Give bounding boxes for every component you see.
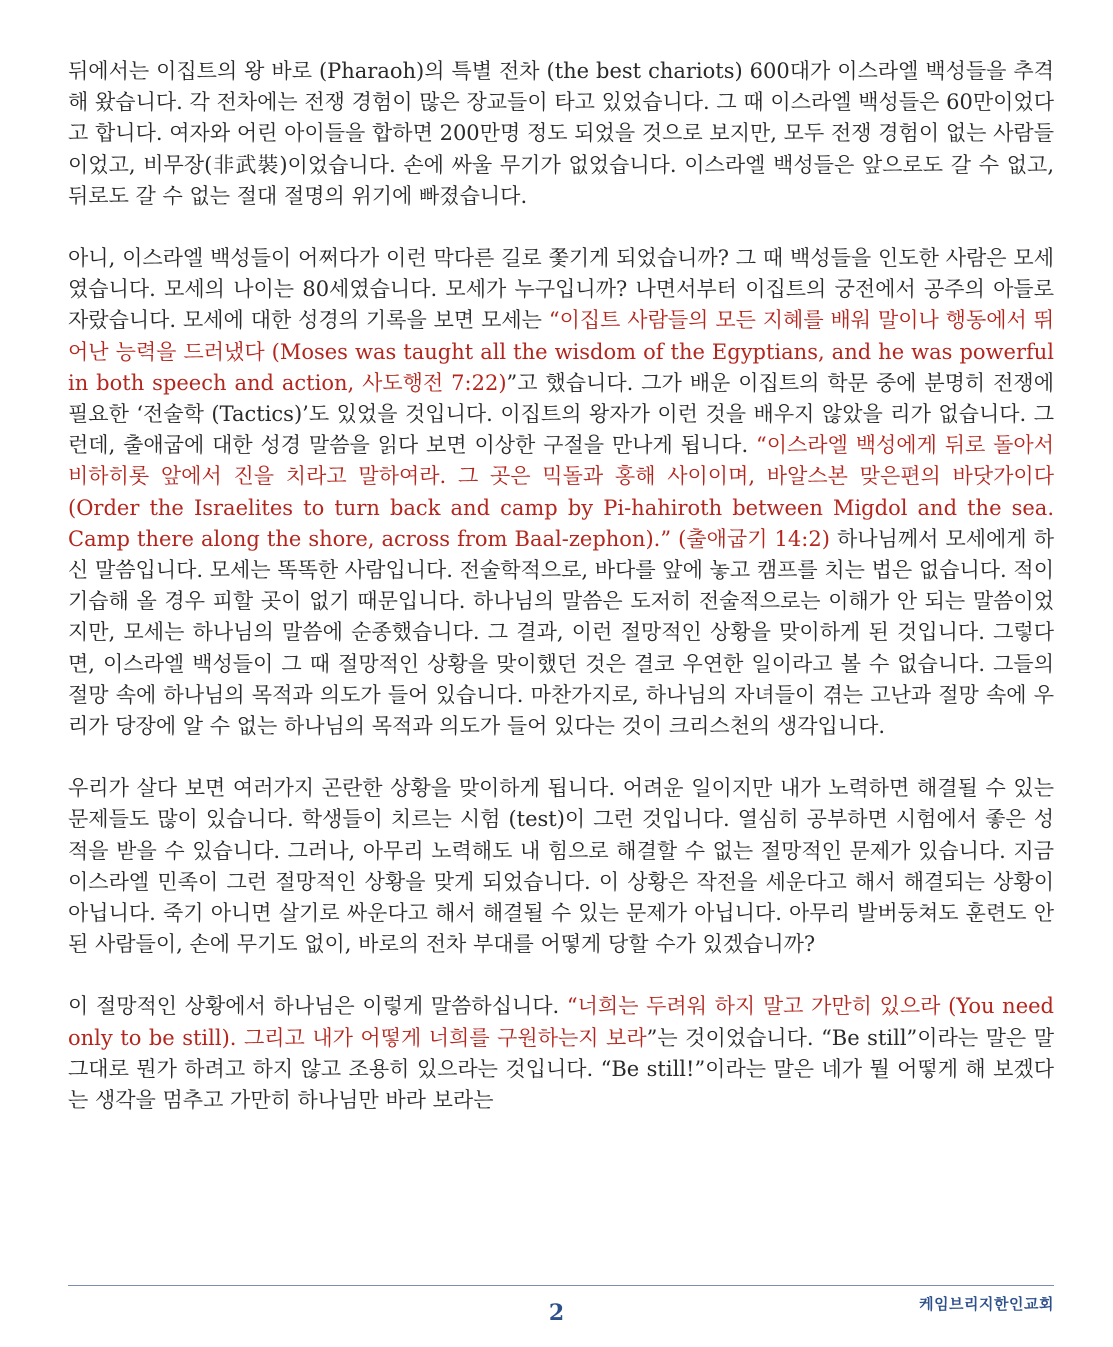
scripture-quote: “이집트 사람들의 모든 지혜를 배워 말이나 행동에서 뛰어난 능력을 드러냈다 (Moses was taught all the wisdom of the Egyptians, and he was powerful in both speech and action, 사도행전 7:22) — [68, 308, 1054, 395]
text-segment: 우리가 살다 보면 여러가지 곤란한 상황을 맞이하게 됩니다. 어려운 일이지만 내가 노력하면 해결될 수 있는 문제들도 많이 있습니다. 학생들이 치르는 시험 (test)이 그런 것입니다. 열심히 공부하면 시험에서 좋은 성적을 받을 수 있습니다. 그러나, 아무리 노력해도 내 힘으로 해결할 수 없는 절망적인 문제가 있습니다. 지금 이스라엘 민족이 그런 절망적인 상황을 맞게 되었습니다. 이 상황은 작전을 세운다고 해서 해결되는 상황이 아닙니다. 죽기 아니면 살기로 싸운다고 해서 해결될 수 있는 문제가 아닙니다. 아무리 발버둥쳐도 훈련도 안 된 사람들이, 손에 무기도 없이, 바로의 전차 부대를 어떻게 당할 수가 있겠습니까? — [68, 776, 1054, 957]
document-body — [68, 56, 1054, 1116]
paragraph-3 — [68, 773, 1054, 960]
text-segment: ”고 했습니다. 그가 배운 이집트의 학문 중에 분명히 전쟁에 필요한 ‘전술학 (Tactics)’도 있었을 것입니다. 이집트의 왕자가 이런 것을 배우지 않았을 리가 없습니다. 그런데, 출애굽에 대한 성경 말씀을 읽다 보면 이상한 구절을 만나게 됩니다. — [68, 370, 1055, 458]
text-segment: 뒤에서는 이집트의 왕 바로 (Pharaoh)의 특별 전차 (the best chariots) 600대가 이스라엘 백성들을 추격해 왔습니다. 각 전차에는 전쟁 경험이 많은 장교들이 타고 있었습니다. 그 때 이스라엘 백성들은 60만이었다고 합니다. 여자와 어린 아이들을 합하면 200만명 정도 되었을 것으로 보지만, 모두 전쟁 경험이 없는 사람들이었고, 비무장(非武裝)이었습니다. 손에 싸울 무기가 없었습니다. 이스라엘 백성들은 앞으로도 갈 수 없고, 뒤로도 갈 수 없는 절대 절명의 위기에 빠졌습니다. — [68, 59, 1054, 208]
text-segment: ”는 것이었습니다. “Be still”이라는 말은 말 그대로 뭔가 하려고 하지 않고 조용히 있으라는 것입니다. “Be still!”이라는 말은 네가 뭘 어떻게 해 보겠다는 생각을 멈추고 가만히 하나님만 바라 보라는 — [68, 1025, 1054, 1113]
paragraph-2 — [68, 243, 1054, 742]
scripture-quote: “너희는 두려워 하지 말고 가만히 있으라 (You need only to be still). 그리고 내가 어떻게 너희를 구원하는지 보라 — [68, 994, 1054, 1050]
paragraph-1 — [68, 56, 1054, 212]
paragraph-4 — [68, 991, 1054, 1116]
text-segment: 아니, 이스라엘 백성들이 어쩌다가 이런 막다른 길로 쫓기게 되었습니까? 그 때 백성들을 인도한 사람은 모세였습니다. 모세의 나이는 80세였습니다. 모세가 누구입니까? 나면서부터 이집트의 궁전에서 공주의 아들로 자랐습니다. 모세에 대한 성경의 기록을 보면 모세는 — [68, 246, 1054, 333]
footer-divider — [68, 1285, 1054, 1286]
church-name: 케임브리지한인교회 — [919, 1295, 1054, 1313]
text-segment: 이 절망적인 상황에서 하나님은 이렇게 말씀하십니다. — [68, 994, 567, 1019]
text-segment: 하나님께서 모세에게 하신 말씀입니다. 모세는 똑똑한 사람입니다. 전술학적으로, 바다를 앞에 놓고 캠프를 치는 법은 없습니다. 적이 기습해 올 경우 피할 곳이 없기 때문입니다. 하나님의 말씀은 도저히 전술적으로는 이해가 안 되는 말씀이었지만, 모세는 하나님의 말씀에 순종했습니다. 그 결과, 이런 절망적인 상황을 맞이하게 된 것입니다. 그렇다면, 이스라엘 백성들이 그 때 절망적인 상황을 맞이했던 것은 결코 우연한 일이라고 볼 수 없습니다. 그들의 절망 속에 하나님의 목적과 의도가 들어 있습니다. 마찬가지로, 하나님의 자녀들이 겪는 고난과 절망 속에 우리가 당장에 알 수 없는 하나님의 목적과 의도가 들어 있다는 것이 크리스천의 생각입니다. — [68, 526, 1054, 739]
page-number: 2 — [548, 1300, 565, 1326]
scripture-quote: “이스라엘 백성에게 뒤로 돌아서 비하히롯 앞에서 진을 치라고 말하여라. 그 곳은 믹돌과 홍해 사이이며, 바알스본 맞은편의 바닷가이다 (Order the Israelites to turn back and camp by Pi-hahiroth between Migdol and the sea. Camp there along the shore, across from Baal-zephon).” (출애굽기 14:2) — [68, 433, 1055, 551]
